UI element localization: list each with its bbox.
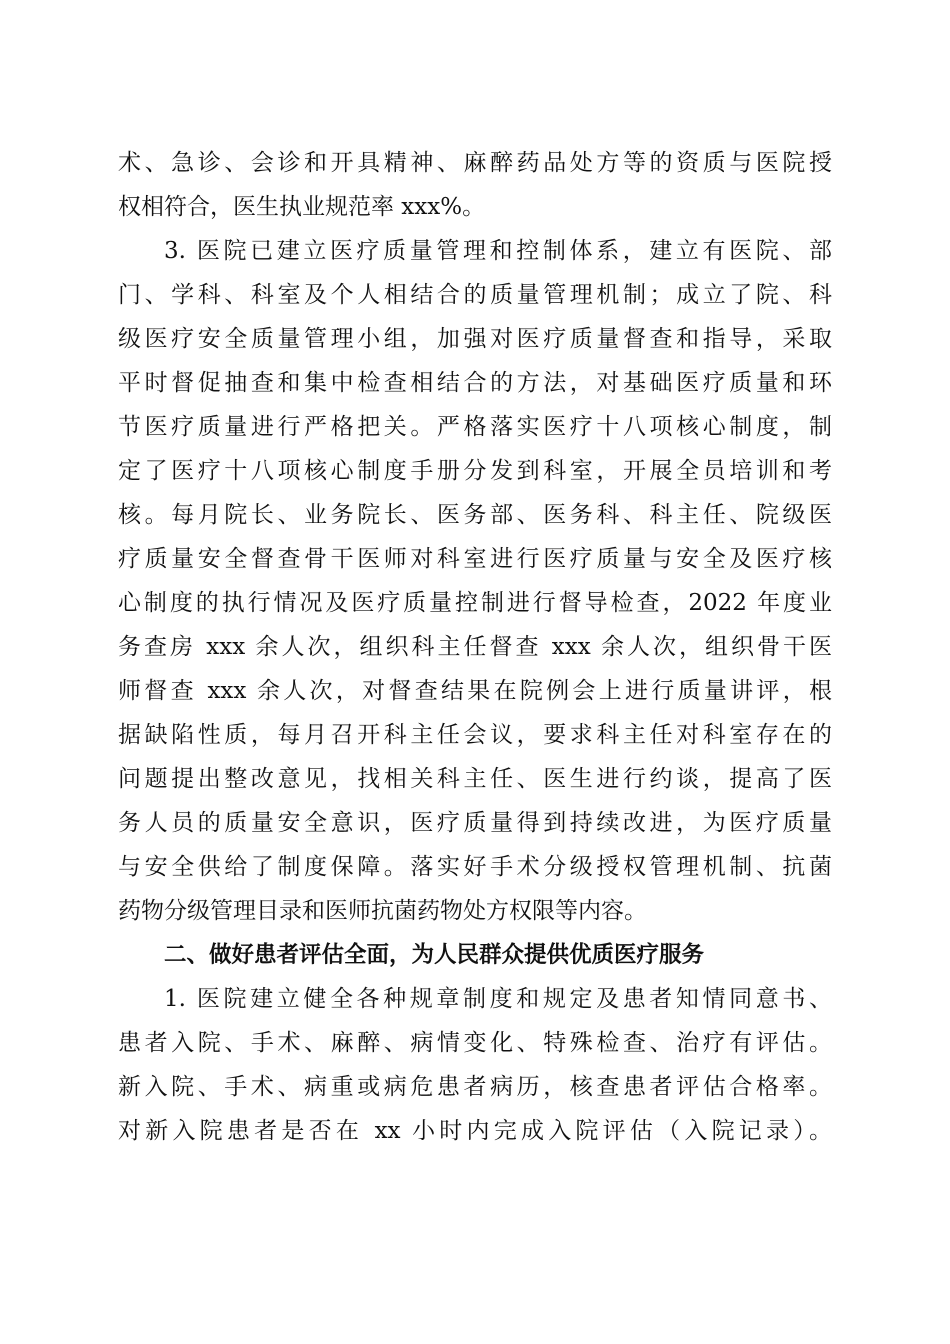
paragraph-line: 对新入院患者是否在 xx 小时内完成入院评估（入院记录）。 <box>118 1118 832 1144</box>
paragraph-line: 术、急诊、会诊和开具精神、麻醉药品处方等的资质与医院授 <box>118 150 832 176</box>
paragraph-line: 3. 医院已建立医疗质量管理和控制体系，建立有医院、部 <box>164 238 832 264</box>
paragraph-line: 务查房 xxx 余人次，组织科主任督查 xxx 余人次，组织骨干医 <box>118 634 832 660</box>
paragraph-line: 据缺陷性质，每月召开科主任会议，要求科主任对科室存在的 <box>118 722 832 748</box>
section-heading: 二、做好患者评估全面，为人民群众提供优质医疗服务 <box>164 942 705 968</box>
paragraph-line: 节医疗质量进行严格把关。严格落实医疗十八项核心制度，制 <box>118 414 832 440</box>
paragraph-line: 核。每月院长、业务院长、医务部、医务科、科主任、院级医 <box>118 502 832 528</box>
paragraph-line: 新入院、手术、病重或病危患者病历，核查患者评估合格率。 <box>118 1074 832 1100</box>
paragraph-line: 问题提出整改意见，找相关科主任、医生进行约谈，提高了医 <box>118 766 832 792</box>
paragraph-line: 心制度的执行情况及医疗质量控制进行督导检查，2022 年度业 <box>118 590 832 616</box>
paragraph-line: 1. 医院建立健全各种规章制度和规定及患者知情同意书、 <box>164 986 832 1012</box>
paragraph-line: 级医疗安全质量管理小组，加强对医疗质量督查和指导，采取 <box>118 326 832 352</box>
paragraph-line: 师督查 xxx 余人次，对督查结果在院例会上进行质量讲评，根 <box>118 678 832 704</box>
paragraph-line: 与安全供给了制度保障。落实好手术分级授权管理机制、抗菌 <box>118 854 832 880</box>
paragraph-line: 疗质量安全督查骨干医师对科室进行医疗质量与安全及医疗核 <box>118 546 832 572</box>
paragraph-line: 权相符合，医生执业规范率 xxx%。 <box>118 194 486 220</box>
paragraph-line: 平时督促抽查和集中检查相结合的方法，对基础医疗质量和环 <box>118 370 832 396</box>
paragraph-line: 务人员的质量安全意识，医疗质量得到持续改进，为医疗质量 <box>118 810 832 836</box>
paragraph-line: 患者入院、手术、麻醉、病情变化、特殊检查、治疗有评估。 <box>118 1030 832 1056</box>
paragraph-line: 门、学科、科室及个人相结合的质量管理机制；成立了院、科 <box>118 282 832 308</box>
paragraph-line: 定了医疗十八项核心制度手册分发到科室，开展全员培训和考 <box>118 458 832 484</box>
paragraph-line: 药物分级管理目录和医师抗菌药物处方权限等内容。 <box>118 898 647 924</box>
